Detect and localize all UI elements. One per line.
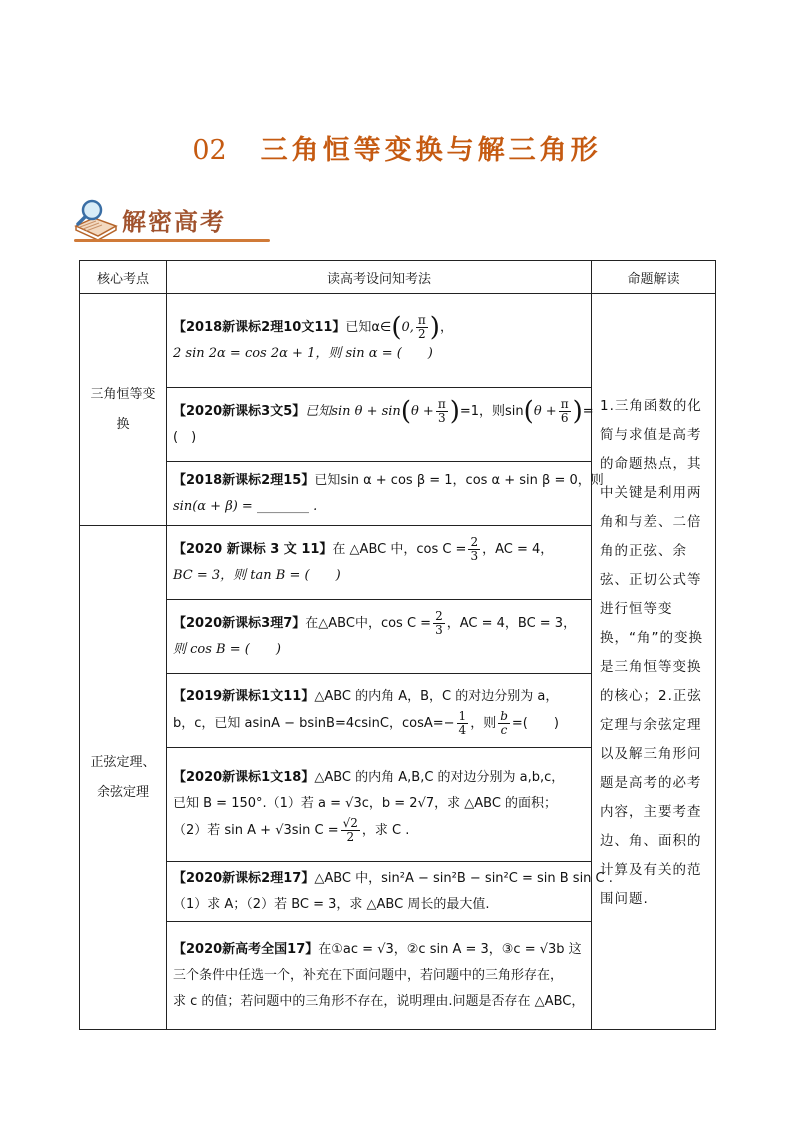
paren-close: ) [429,312,440,343]
question-text: = [582,404,594,419]
fraction-pi-over-3 [436,398,448,425]
question-text: b，c，已知 asinA − bsinB=4csinC，cosA=− [173,716,455,731]
denominator: 3 [437,411,446,425]
question-line: BC = 3，则 tan B = ( ) [173,568,341,583]
denominator: 2 [418,327,426,341]
question-text: =( ) [511,716,559,731]
fraction-b-over-c [498,710,510,737]
banner-underline [74,239,270,242]
fraction-1-over-4 [457,710,469,737]
page-title [0,128,794,168]
header-questions: 读高考设问知考法 [167,261,592,294]
denominator: 2 [346,830,355,844]
paren-open: ( [400,396,411,427]
question-source: 【2020新课标3理7】 [173,616,306,631]
fraction-2-over-3 [433,610,445,637]
question-line [173,396,594,427]
question-source: 【2020新课标2理17】 [173,870,315,886]
question-line [173,937,585,963]
question-line: 已知 B = 150°.（1）若 a = √3c，b = 2√7，求 △ABC 的面积； [173,796,558,811]
exam-table [79,260,716,1030]
fraction-sqrt2-over-2 [341,817,360,844]
denominator: 3 [435,623,443,637]
denominator: 6 [560,411,569,425]
question-line: 求 c 的值；若问题中的三角形不存在，说明理由.问题是否存在 △ABC， [173,993,585,1009]
paren-close: ) [572,396,583,427]
fraction-2-over-3 [468,536,480,563]
question-source: 【2020新课标3文5】 [173,404,306,419]
numerator: 1 [458,709,467,723]
question-text: 已知sin θ + sin [305,404,401,419]
question-line: 三个条件中任选一个，补充在下面问题中，若问题中的三角形存在， [173,967,564,983]
question-text: ，求 C . [361,823,410,838]
question-cell [167,862,613,922]
question-line [173,765,585,791]
paren-open: ( [523,396,534,427]
question-text: 已知α∈ [345,320,392,335]
math-theta: θ + [410,404,434,419]
question-text: △ABC 的内角 A，B，C 的对边分别为 a， [314,689,559,704]
paren-close: ) [449,396,460,427]
question-text: ， [439,320,453,335]
numerator: b [500,709,508,723]
section-banner [70,196,270,246]
question-text: 在 △ABC 中，cos C = [332,542,467,557]
magnifier-book-icon [70,196,122,242]
numerator: π [437,397,446,411]
question-line [173,684,585,710]
question-line [173,866,613,892]
header-interpretation: 命题解读 [592,261,716,294]
question-cell [167,294,592,388]
topic-sine-cosine-law: 正弦定理、余弦定理 [80,526,167,1030]
topic-trig-identity: 三角恒等变换 [80,294,167,526]
question-line [173,536,585,563]
question-text: =1，则sin [459,404,524,419]
denominator: 4 [458,723,467,737]
title-text: 三角恒等变换与解三角形 [260,135,602,166]
question-source: 【2020 新课标 3 文 11】 [173,542,333,557]
question-text: 在①ac = √3，②c sin A = 3，③c = √3b 这 [318,941,582,957]
question-source: 【2018新课标2理10文11】 [173,320,346,335]
header-core-topic: 核心考点 [80,261,167,294]
question-cell [167,922,592,1030]
question-cell [167,388,592,462]
question-cell [167,748,592,862]
numerator: √2 [342,816,358,830]
banner-label: 解密高考 [122,208,226,236]
numerator: 2 [435,609,443,623]
question-line: ( ) [173,430,197,445]
question-text: △ABC 的内角 A,B,C 的对边分别为 a,b,c， [314,770,565,785]
question-line [173,314,585,341]
question-cell [167,462,604,526]
question-line [173,710,585,737]
question-cell [167,600,592,674]
fraction-pi-over-2 [416,314,428,341]
numerator: π [560,397,569,411]
interpretation-cell: 1.三角函数的化简与求值是高考的命题热点，其中关键是利用两角和与差、二倍角的正弦、余弦、正切公式等进行恒等变换，“角”的变换是三角恒等变换的核心；2.正弦定理与余弦定理以及解三角形问题是高考的必考内容，主要考查边、角、面积的计算及有关的范围问题. [592,294,716,1030]
fraction-pi-over-6 [559,398,571,425]
math-zero: 0, [401,320,414,335]
question-source: 【2018新课标2理15】 [173,472,315,488]
question-line [173,468,604,494]
numerator: 2 [470,535,479,549]
denominator: c [500,723,508,737]
question-line [173,817,585,844]
question-line: 2 sin 2α = cos 2α + 1，则 sin α = ( ) [173,346,433,361]
question-text: ，则 [470,716,497,731]
paren-open: ( [391,312,402,343]
denominator: 3 [470,549,479,563]
question-text: ，AC = 4，BC = 3， [446,616,577,631]
question-text: 在△ABC中，cos C = [305,616,432,631]
question-text: 已知sin α + cos β = 1，cos α + sin β = 0，则 [314,472,604,488]
question-text: △ABC 中，sin²A − sin²B − sin²C = sin B sin C . [314,870,613,886]
title-number: 02 [192,135,227,166]
math-theta: θ + [533,404,557,419]
question-cell [167,526,592,600]
question-cell [167,674,592,748]
question-source: 【2019新课标1文11】 [173,689,315,704]
numerator: π [417,313,426,327]
question-text: （2）若 sin A + √3sin C = [173,823,339,838]
question-source: 【2020新课标1文18】 [173,770,315,785]
question-line: sin(α + β) = ________ . [173,498,318,514]
question-line: 则 cos B = ( ) [173,642,281,657]
question-line: （1）求 A；（2）若 BC = 3，求 △ABC 周长的最大值. [173,896,490,912]
question-line [173,610,585,637]
question-text: ，AC = 4， [482,542,554,557]
question-source: 【2020新高考全国17】 [173,941,319,957]
